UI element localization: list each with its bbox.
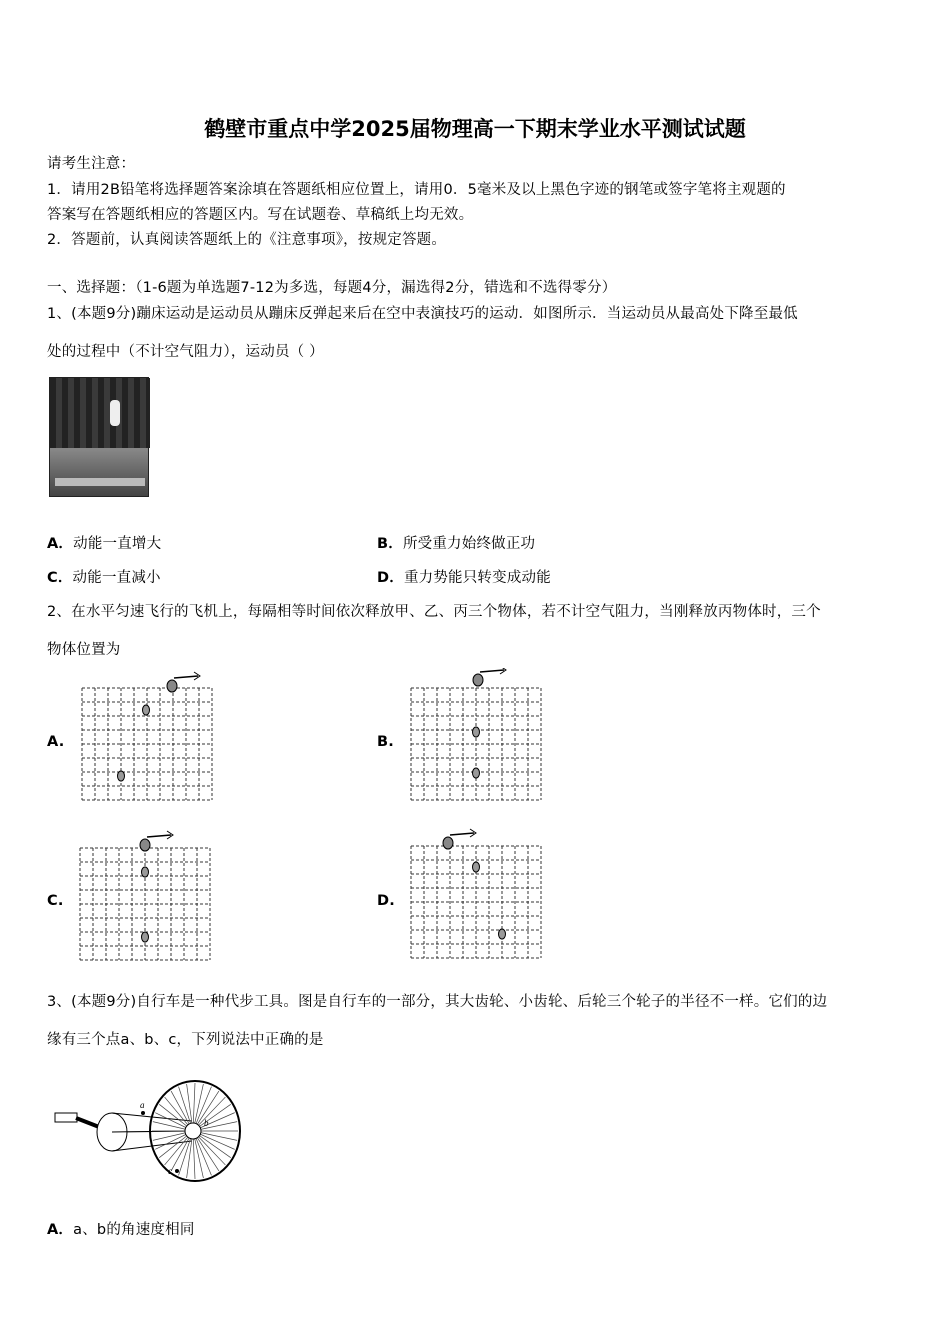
grid-figure-b <box>407 668 547 808</box>
question-1-text: 1、(本题9分)蹦床运动是运动员从蹦床反弹起来后在空中表演技巧的运动．如图所示．当运动员从最高处下降至最低 <box>47 306 798 322</box>
trampoline-photo <box>49 377 149 497</box>
point-b-label: b <box>204 1118 209 1128</box>
point-a-label: a <box>140 1100 145 1110</box>
falling-object <box>473 727 480 737</box>
falling-object <box>143 705 150 715</box>
notice-line: 1．请用2B铅笔将选择题答案涂填在答题纸相应位置上，请用0．5毫米及以上黑色字迹的钢笔或签字笔将主观题的 <box>47 182 786 198</box>
notice-line: 答案写在答题纸相应的答题区内。写在试题卷、草稿纸上均无效。 <box>47 207 474 223</box>
bicycle-gear-figure <box>50 1080 250 1200</box>
notice-heading: 请考生注意： <box>47 156 136 172</box>
question-2-text: 2、在水平匀速飞行的飞机上，每隔相等时间依次释放甲、乙、丙三个物体，若不计空气阻力，当刚释放丙物体时，三个 <box>47 604 821 620</box>
notice-line: 2．答题前，认真阅读答题纸上的《注意事项》，按规定答题。 <box>47 232 447 248</box>
question-3-text: 缘有三个点a、b、c，下列说法中正确的是 <box>47 1032 324 1048</box>
q1-option-b[interactable]: B．所受重力始终做正功 <box>377 536 536 552</box>
q1-option-a[interactable]: A．动能一直增大 <box>47 536 162 552</box>
q2-option-b[interactable]: B. <box>377 734 394 750</box>
falling-object <box>473 862 480 872</box>
section-heading: 一、选择题：（1-6题为单选题7-12为多选，每题4分，漏选得2分，错选和不选得零分） <box>47 280 617 296</box>
q2-option-a[interactable]: A. <box>47 734 65 750</box>
page-title: 鹤壁市重点中学2025届物理高一下期末学业水平测试试题 <box>204 117 746 141</box>
q2-option-c[interactable]: C. <box>47 893 64 909</box>
falling-object <box>142 867 149 877</box>
falling-object <box>499 929 506 939</box>
grid-figure-d <box>407 826 547 966</box>
q1-option-c[interactable]: C．动能一直减小 <box>47 570 161 586</box>
falling-object <box>118 771 125 781</box>
falling-object <box>473 768 480 778</box>
grid-figure-c <box>76 828 216 968</box>
falling-object <box>142 932 149 942</box>
airplane-icon <box>473 668 506 686</box>
q2-option-d[interactable]: D. <box>377 893 395 909</box>
airplane-icon <box>167 672 200 692</box>
small-gear <box>185 1123 201 1139</box>
point-c-label: c <box>168 1166 172 1176</box>
pedal-icon <box>55 1113 77 1122</box>
question-1-text: 处的过程中（不计空气阻力），运动员（ ） <box>47 344 324 360</box>
q3-option-a[interactable]: A．a、b的角速度相同 <box>47 1222 195 1238</box>
question-2-text: 物体位置为 <box>47 642 121 658</box>
question-3-text: 3、(本题9分)自行车是一种代步工具。图是自行车的一部分，其大齿轮、小齿轮、后轮三个轮子的半径不一样。它们的边 <box>47 994 828 1010</box>
q1-option-d[interactable]: D．重力势能只转变成动能 <box>377 570 551 586</box>
grid-figure-a <box>78 668 218 808</box>
